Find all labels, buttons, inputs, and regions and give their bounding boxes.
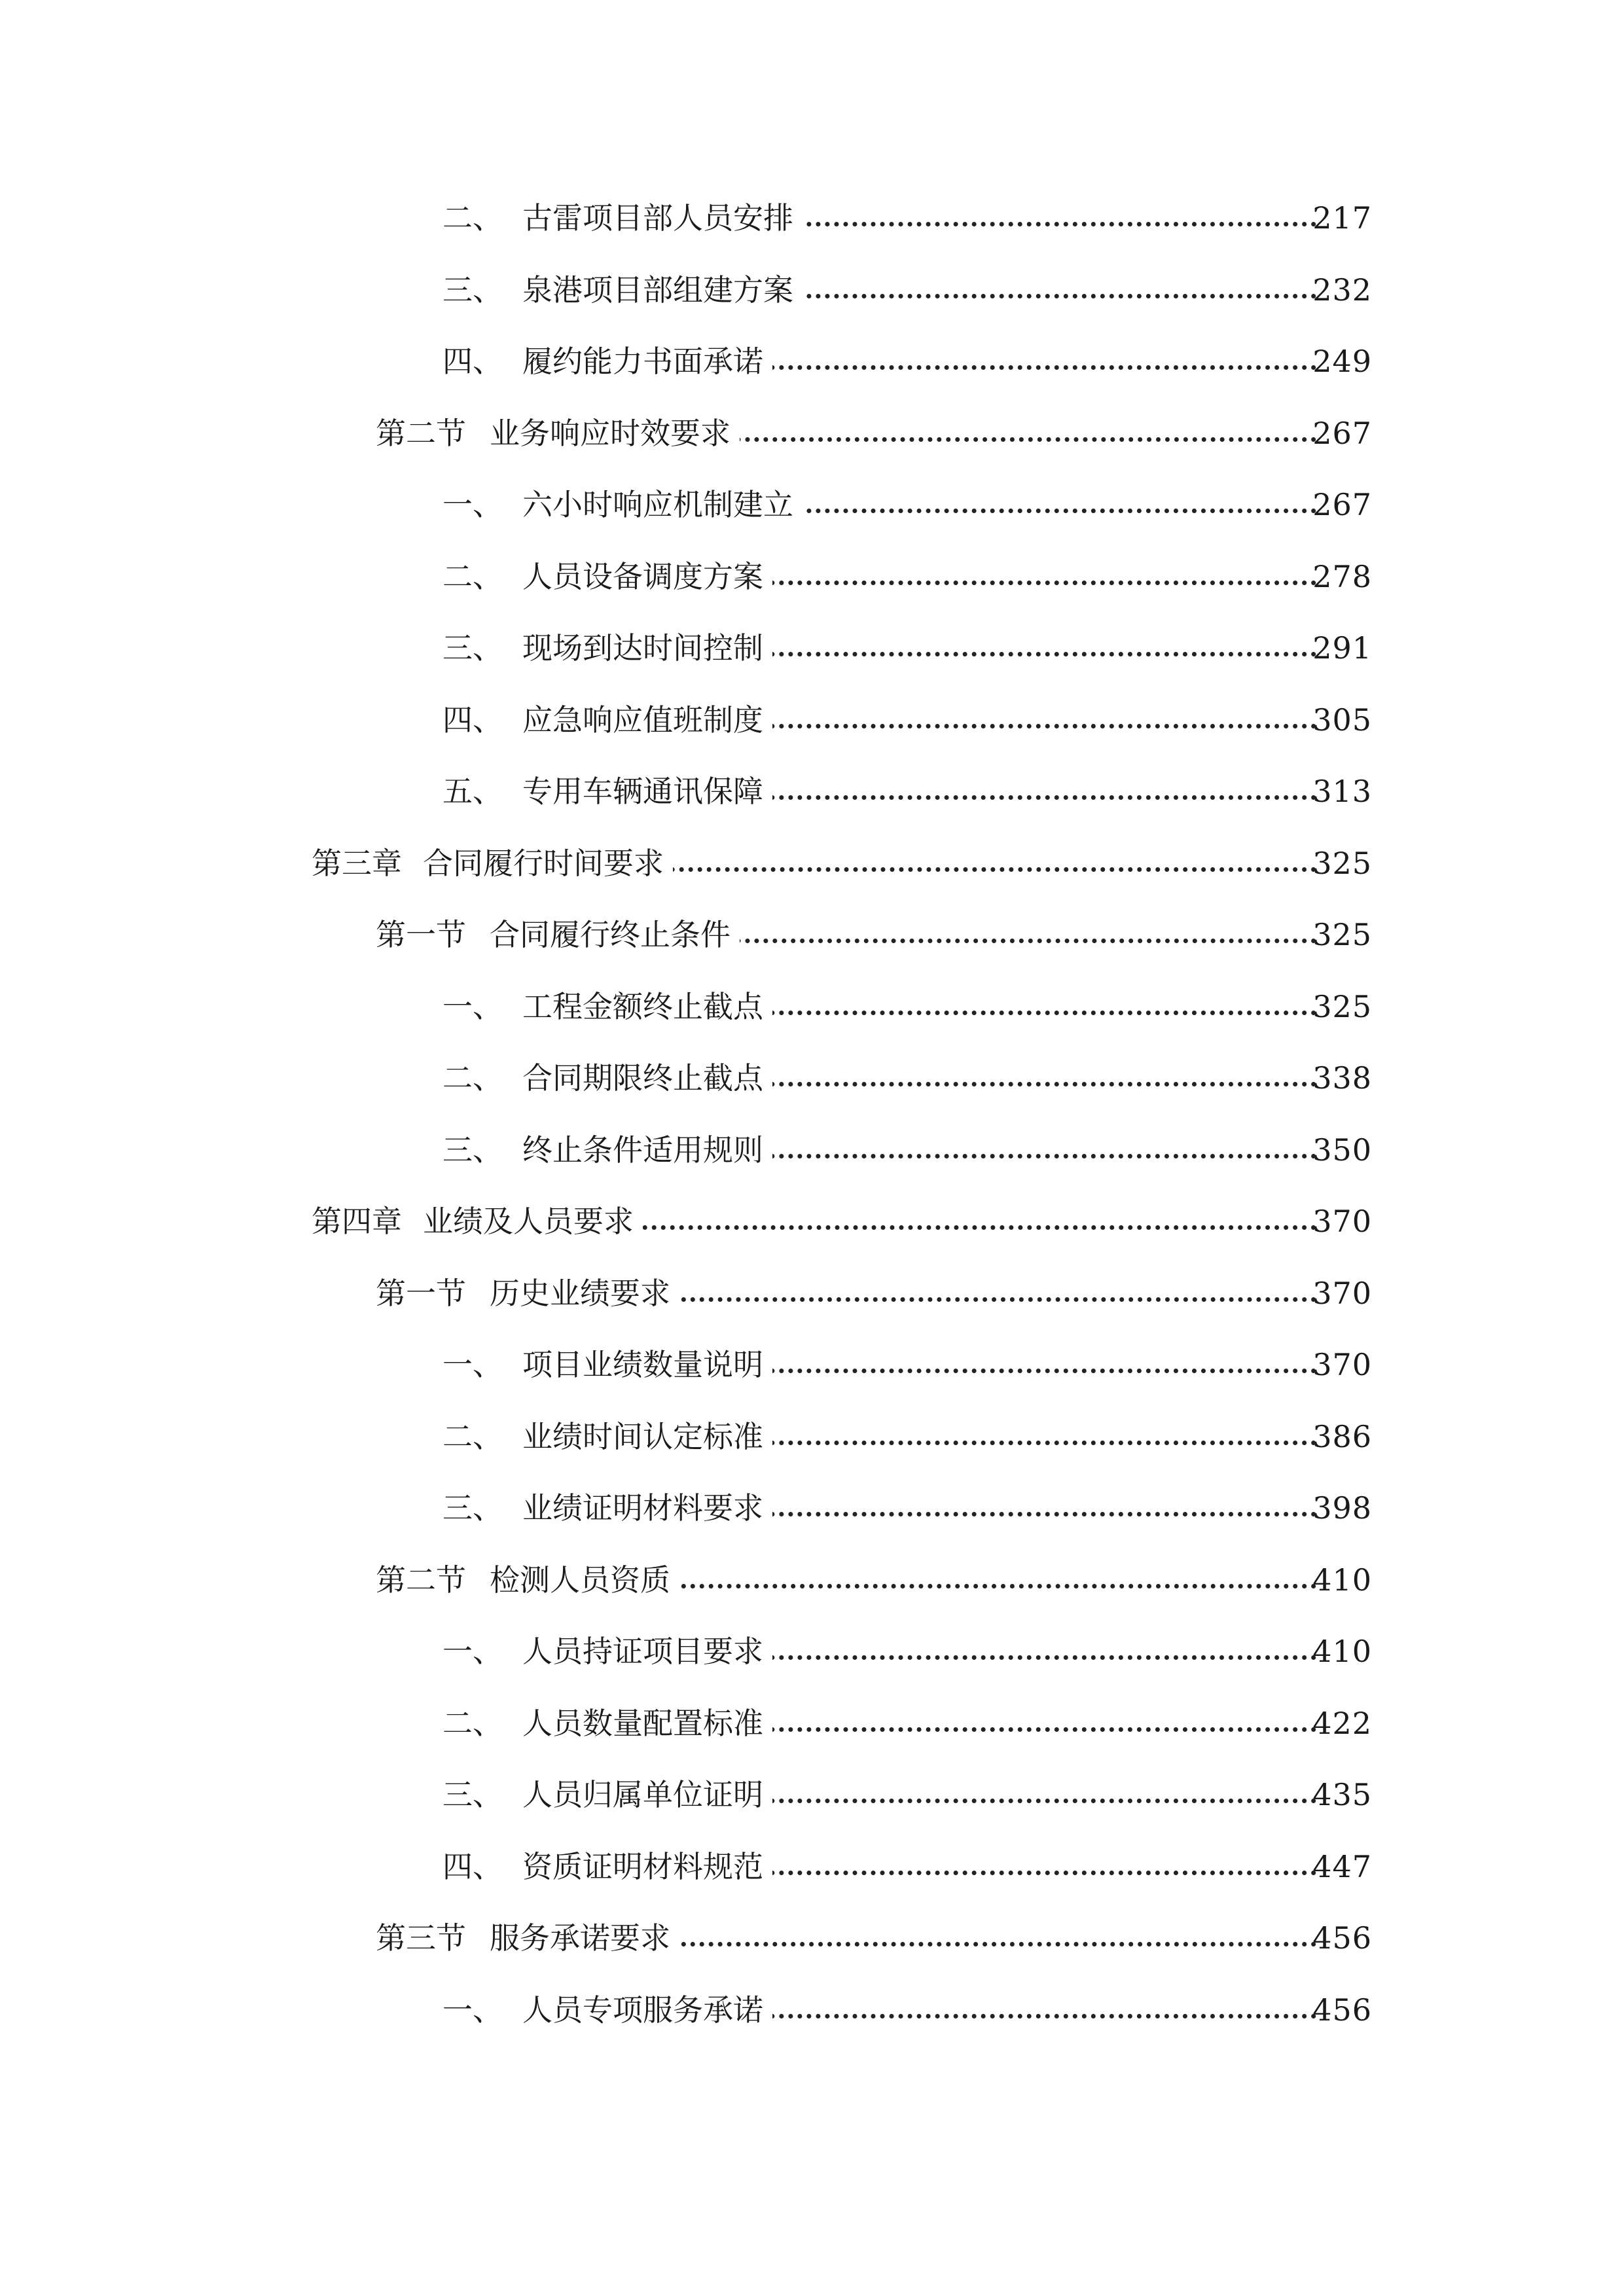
- toc-entry-number: 第一节: [376, 1276, 466, 1311]
- toc-entry-number: 四、: [442, 1849, 503, 1884]
- toc-entry-title: 终止条件适用规则: [522, 1124, 772, 1176]
- toc-entry-page: 267: [1312, 416, 1372, 451]
- toc-entry-number: 第二节: [376, 416, 466, 451]
- toc-entry[interactable]: [0, 192, 1624, 244]
- toc-entry-page: 410: [1312, 1562, 1372, 1598]
- toc-entry[interactable]: [0, 550, 1624, 603]
- toc-entry[interactable]: [0, 1267, 1624, 1319]
- toc-entry[interactable]: [0, 622, 1624, 674]
- toc-entry-number: 四、: [442, 344, 503, 379]
- toc-entry-title: 业绩及人员要求: [423, 1195, 643, 1247]
- toc-entry-number: 第三章: [312, 846, 402, 881]
- toc-entry[interactable]: [0, 980, 1624, 1033]
- toc-entry-title: 履约能力书面承诺: [522, 335, 772, 387]
- toc-entry-title: 泉港项目部组建方案: [522, 264, 803, 316]
- toc-entry-page: 217: [1312, 200, 1372, 236]
- toc-entry-number: 第二节: [376, 1562, 466, 1598]
- toc-entry-title: 业绩时间认定标准: [522, 1410, 772, 1463]
- toc-entry[interactable]: [0, 1124, 1624, 1176]
- toc-entry[interactable]: [0, 1625, 1624, 1677]
- toc-entry-page: 291: [1312, 630, 1372, 666]
- toc-entry[interactable]: [0, 694, 1624, 746]
- toc-entry-page: 398: [1312, 1490, 1372, 1526]
- toc-entry[interactable]: [0, 1912, 1624, 1964]
- toc-entry-page: 422: [1312, 1706, 1372, 1741]
- toc-entry-page: 370: [1312, 1204, 1372, 1239]
- toc-entry-number: 一、: [442, 989, 503, 1024]
- toc-entry[interactable]: [0, 1482, 1624, 1534]
- toc-entry-page: 305: [1312, 702, 1372, 738]
- toc-entry-title: 项目业绩数量说明: [522, 1338, 772, 1391]
- toc-entry-title: 古雷项目部人员安排: [522, 192, 803, 244]
- toc-entry-page: 249: [1312, 344, 1372, 379]
- toc-entry-number: 三、: [442, 1777, 503, 1812]
- toc-entry-number: 第三节: [376, 1920, 466, 1956]
- toc-entry-number: 二、: [442, 200, 503, 236]
- toc-entry[interactable]: [0, 1768, 1624, 1821]
- toc-entry-number: 第四章: [312, 1204, 402, 1239]
- toc-entry-title: 人员数量配置标准: [522, 1697, 772, 1749]
- toc-entry[interactable]: [0, 407, 1624, 459]
- toc-entry-title: 检测人员资质: [490, 1554, 679, 1606]
- toc-entry[interactable]: [0, 1410, 1624, 1463]
- toc-entry-title: 业绩证明材料要求: [522, 1482, 772, 1534]
- toc-entry[interactable]: [0, 1195, 1624, 1247]
- toc-entry[interactable]: [0, 837, 1624, 889]
- toc-entry-title: 人员归属单位证明: [522, 1768, 772, 1821]
- toc-entry-number: 二、: [442, 1706, 503, 1741]
- toc-entry-title: 应急响应值班制度: [522, 694, 772, 746]
- toc-entry-title: 人员设备调度方案: [522, 550, 772, 603]
- toc-entry-page: 267: [1312, 487, 1372, 522]
- toc-entry[interactable]: [0, 1697, 1624, 1749]
- toc-entry-title: 服务承诺要求: [490, 1912, 679, 1964]
- toc-entry[interactable]: [0, 1338, 1624, 1391]
- toc-entry-title: 六小时响应机制建立: [522, 478, 803, 531]
- toc-entry-number: 五、: [442, 774, 503, 809]
- toc-entry-title: 合同履行时间要求: [423, 837, 673, 889]
- toc-entry-title: 资质证明材料规范: [522, 1840, 772, 1893]
- toc-entry-number: 一、: [442, 487, 503, 522]
- toc-entry-page: 456: [1312, 1920, 1372, 1956]
- toc-entry-number: 四、: [442, 702, 503, 738]
- toc-entry-page: 456: [1312, 1992, 1372, 2028]
- toc-entry-title: 现场到达时间控制: [522, 622, 772, 674]
- toc-entry[interactable]: [0, 1840, 1624, 1893]
- toc-entry-number: 第一节: [376, 917, 466, 952]
- toc-entry-page: 435: [1312, 1777, 1372, 1812]
- toc-entry-title: 专用车辆通讯保障: [522, 765, 772, 817]
- toc-entry[interactable]: [0, 1052, 1624, 1104]
- toc-entry-page: 313: [1312, 774, 1372, 809]
- toc-entry-title: 历史业绩要求: [490, 1267, 679, 1319]
- toc-entry[interactable]: [0, 765, 1624, 817]
- toc-entry-page: 232: [1312, 272, 1372, 308]
- toc-entry[interactable]: [0, 908, 1624, 961]
- toc-entry[interactable]: [0, 335, 1624, 387]
- toc-entry-title: 人员持证项目要求: [522, 1625, 772, 1677]
- toc-entry-number: 二、: [442, 1419, 503, 1454]
- toc-entry-page: 325: [1312, 846, 1372, 881]
- toc-entry-title: 人员专项服务承诺: [522, 1984, 772, 2036]
- toc-entry-number: 三、: [442, 630, 503, 666]
- toc-entry-title: 工程金额终止截点: [522, 980, 772, 1033]
- toc-entry-title: 业务响应时效要求: [490, 407, 740, 459]
- toc-entry-number: 二、: [442, 1060, 503, 1096]
- toc-entry-title: 合同期限终止截点: [522, 1052, 772, 1104]
- toc-entry-page: 325: [1312, 989, 1372, 1024]
- toc-entry-number: 三、: [442, 1132, 503, 1168]
- toc-entry-page: 447: [1312, 1849, 1372, 1884]
- toc-entry[interactable]: [0, 1984, 1624, 2036]
- toc-entry-page: 278: [1312, 559, 1372, 594]
- toc-entry-number: 一、: [442, 1992, 503, 2028]
- toc-entry-page: 410: [1312, 1634, 1372, 1669]
- toc-entry-page: 350: [1312, 1132, 1372, 1168]
- toc-entry-number: 二、: [442, 559, 503, 594]
- toc-entry-title: 合同履行终止条件: [490, 908, 740, 961]
- toc-entry-number: 三、: [442, 272, 503, 308]
- toc-entry-page: 386: [1312, 1419, 1372, 1454]
- toc-entry-page: 325: [1312, 917, 1372, 952]
- toc-entry-number: 三、: [442, 1490, 503, 1526]
- toc-entry-page: 370: [1312, 1276, 1372, 1311]
- toc-entry[interactable]: [0, 264, 1624, 316]
- toc-entry-number: 一、: [442, 1634, 503, 1669]
- toc-entry-number: 一、: [442, 1347, 503, 1382]
- toc-entry[interactable]: [0, 478, 1624, 531]
- toc-entry-page: 370: [1312, 1347, 1372, 1382]
- toc-entry-page: 338: [1312, 1060, 1372, 1096]
- toc-entry[interactable]: [0, 1554, 1624, 1606]
